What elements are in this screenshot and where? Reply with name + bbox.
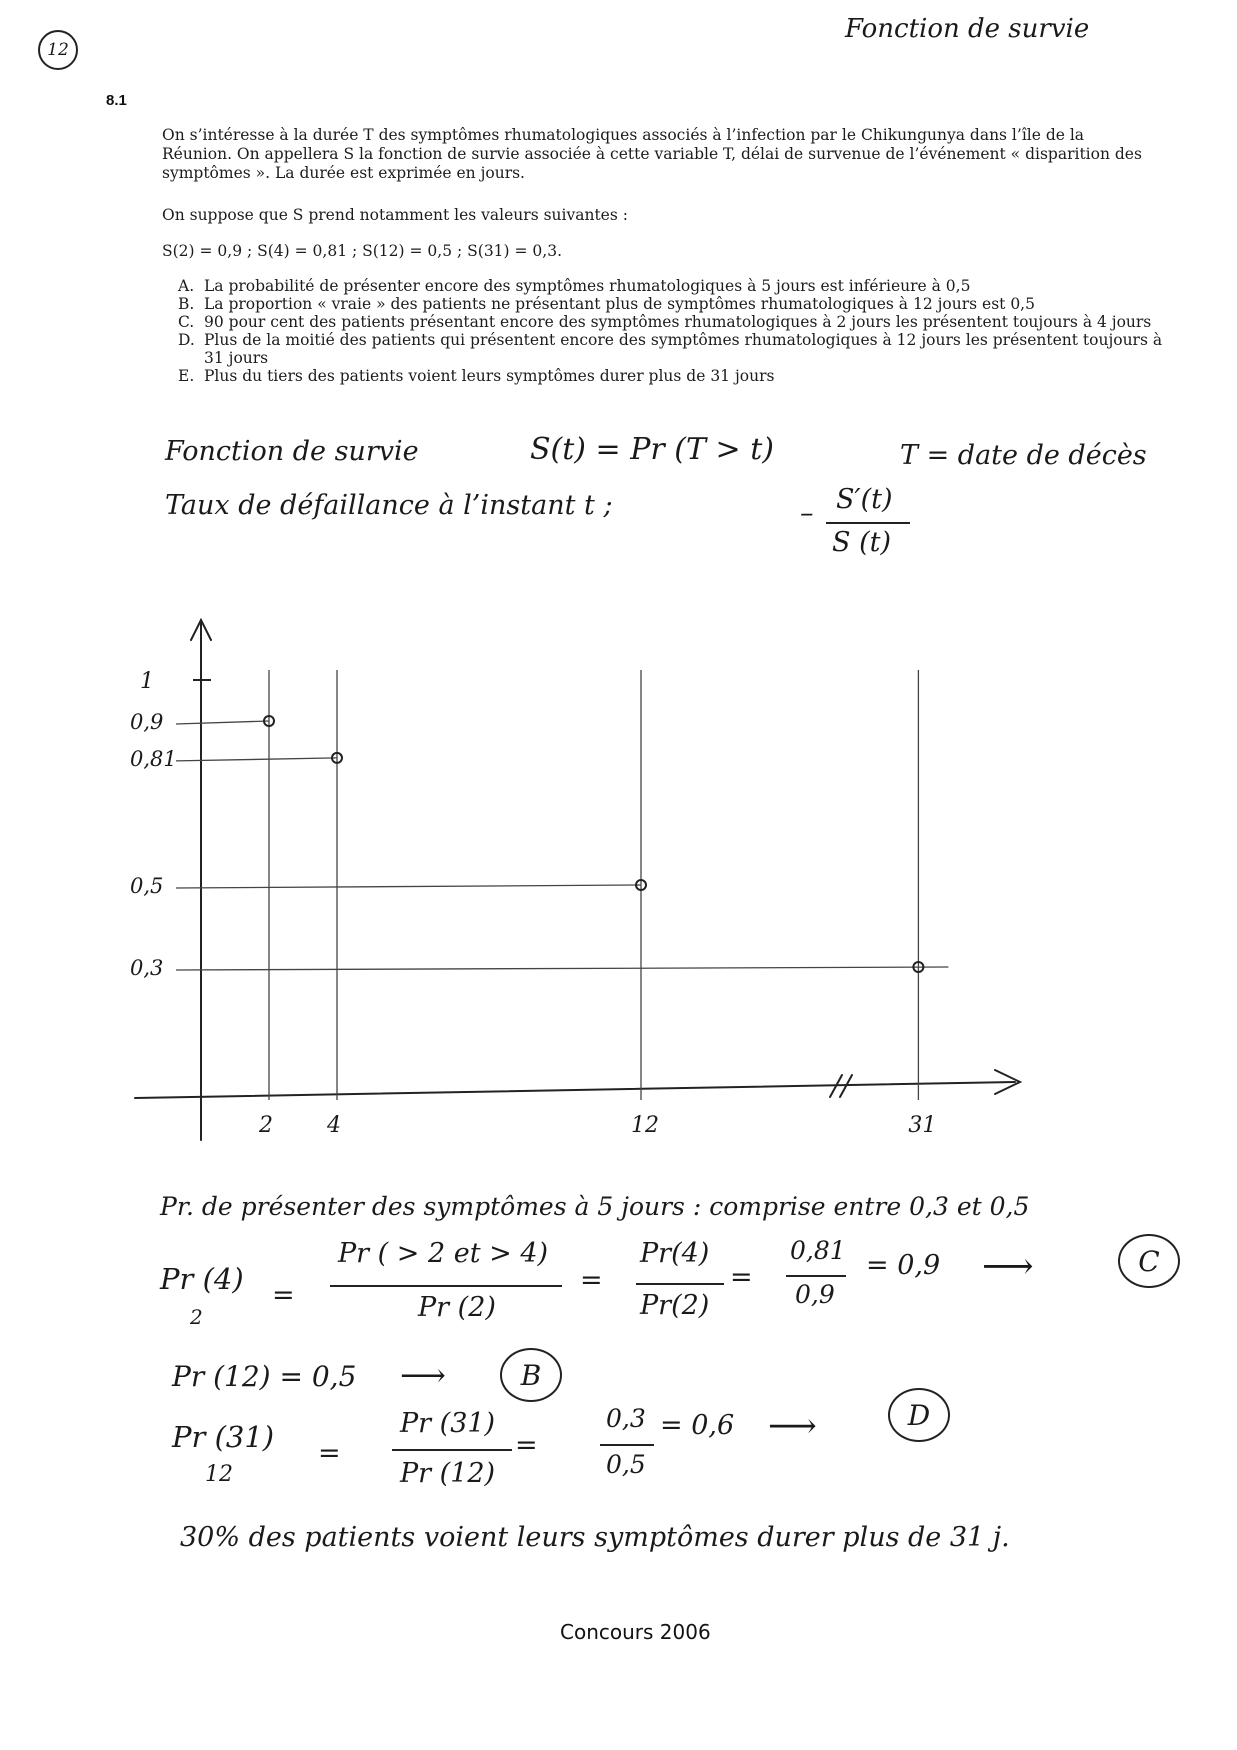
option-letter: E.	[178, 367, 195, 385]
d-left-sub: 12	[205, 1462, 233, 1487]
survival-def-aside: T = date de décès	[900, 440, 1147, 471]
option-letter: C.	[178, 313, 195, 331]
option-text: La probabilité de présenter encore des symptômes rhumatologiques à 5 jours est inférieure à 0,5	[204, 277, 971, 295]
b-arrow: ⟶	[400, 1356, 446, 1394]
d-arrow: ⟶	[768, 1406, 817, 1446]
page-number: 12	[47, 40, 69, 60]
option-text: Plus de la moitié des patients qui présentent encore des symptômes rhumatologiques à 12 jours les présentent toujours à 31 jours	[204, 331, 1163, 367]
hazard-numerator: S′(t)	[836, 484, 893, 515]
option-text: Plus du tiers des patients voient leurs symptômes durer plus de 31 jours	[204, 367, 775, 385]
d-numerator: Pr (31)	[400, 1408, 496, 1439]
x-tick-label: 2	[259, 1113, 273, 1138]
c-answer: C	[1138, 1244, 1160, 1278]
footer-text: Concours 2006	[560, 1620, 711, 1644]
horizontal-guide	[176, 967, 948, 970]
survival-chart	[0, 600, 1237, 1160]
option-text: 90 pour cent des patients présentant encore des symptômes rhumatologiques à 2 jours les présentent toujours à 4 jours	[204, 313, 1152, 331]
question-intro: On s’intéresse à la durée T des symptômes rhumatologiques associés à l’infection par le Chikungunya dans l’île de la Réunion. On appellera S la fonction de survie associée à cette variable T, délai de survenue de l’événement « disparition des symptômes ». La durée est exprimée en jours.	[162, 126, 1142, 182]
option-b	[178, 295, 1168, 313]
d-denominator: Pr (12)	[400, 1458, 496, 1489]
d-denominator-2: 0,5	[606, 1450, 646, 1479]
survival-def-formula: S(t) = Pr (T > t)	[530, 432, 774, 467]
top-note: Fonction de survie	[845, 14, 1090, 44]
option-text: La proportion « vraie » des patients ne présentant plus de symptômes rhumatologiques à 12 jours est 0,5	[204, 295, 1035, 313]
c-result: = 0,9	[866, 1250, 941, 1281]
b-line: Pr (12) = 0,5	[172, 1360, 357, 1393]
x-tick-label: 31	[908, 1113, 937, 1138]
hazard-label: Taux de défaillance à l’instant t ;	[165, 490, 613, 521]
d-fraction-bar	[392, 1449, 512, 1451]
option-a	[178, 277, 1168, 295]
answer-options	[178, 277, 1168, 385]
y-tick-label: 0,9	[130, 710, 164, 734]
c-denominator-3: 0,9	[795, 1280, 835, 1309]
x-tick-label: 12	[631, 1113, 659, 1138]
c-fraction-bar	[330, 1285, 562, 1287]
d-answer: D	[907, 1398, 931, 1432]
c-left: Pr (4)	[160, 1262, 244, 1296]
solution-line-a: Pr. de présenter des symptômes à 5 jours : comprise entre 0,3 et 0,5	[160, 1192, 1030, 1221]
d-eq1: =	[318, 1438, 341, 1469]
x-axis	[135, 1082, 1015, 1098]
question-values-intro: On suppose que S prend notamment les valeurs suivantes :	[162, 206, 628, 224]
c-fraction-bar-3	[786, 1275, 846, 1277]
horizontal-guide	[176, 885, 641, 888]
c-eq2: =	[580, 1265, 603, 1296]
option-letter: D.	[178, 331, 195, 349]
b-answer: B	[520, 1358, 542, 1392]
c-eq3: =	[730, 1262, 753, 1293]
option-d	[178, 331, 1168, 367]
d-result: = 0,6	[660, 1410, 735, 1441]
hazard-sign: –	[800, 498, 814, 529]
hazard-denominator: S (t)	[832, 527, 891, 558]
d-left: Pr (31)	[172, 1420, 275, 1454]
b-answer-circle	[500, 1348, 562, 1402]
solution-last-line: 30% des patients voient leurs symptômes durer plus de 31 j.	[180, 1522, 1010, 1553]
c-eq1: =	[272, 1280, 295, 1311]
horizontal-guide	[176, 721, 269, 724]
d-fraction-bar-2	[600, 1444, 654, 1446]
c-numerator: Pr ( > 2 et > 4)	[338, 1238, 549, 1269]
option-e	[178, 367, 1168, 385]
c-numerator-3: 0,81	[790, 1236, 846, 1265]
c-fraction-bar-2	[636, 1283, 724, 1285]
c-arrow: ⟶	[982, 1246, 1034, 1287]
c-answer-circle	[1118, 1234, 1180, 1288]
y-tick-label: 0,81	[130, 746, 177, 771]
hazard-fraction-bar	[826, 522, 910, 524]
d-numerator-2: 0,3	[606, 1404, 646, 1433]
c-denominator-2: Pr(2)	[640, 1290, 710, 1321]
option-letter: A.	[178, 277, 195, 295]
survival-def-label: Fonction de survie	[165, 436, 419, 467]
page-number-circle	[38, 30, 78, 70]
question-number: 8.1	[106, 92, 127, 109]
x-tick-label: 4	[327, 1113, 341, 1138]
d-eq2: =	[515, 1430, 538, 1461]
d-answer-circle	[888, 1388, 950, 1442]
c-left-sub: 2	[190, 1305, 203, 1329]
option-c	[178, 313, 1168, 331]
question-values: S(2) = 0,9 ; S(4) = 0,81 ; S(12) = 0,5 ; S(31) = 0,3.	[162, 242, 563, 260]
option-letter: B.	[178, 295, 195, 313]
c-denominator: Pr (2)	[418, 1292, 496, 1323]
y-tick-label: 1	[140, 669, 154, 694]
y-tick-label: 0,5	[130, 874, 164, 898]
c-numerator-2: Pr(4)	[640, 1238, 710, 1269]
y-tick-label: 0,3	[130, 956, 164, 980]
